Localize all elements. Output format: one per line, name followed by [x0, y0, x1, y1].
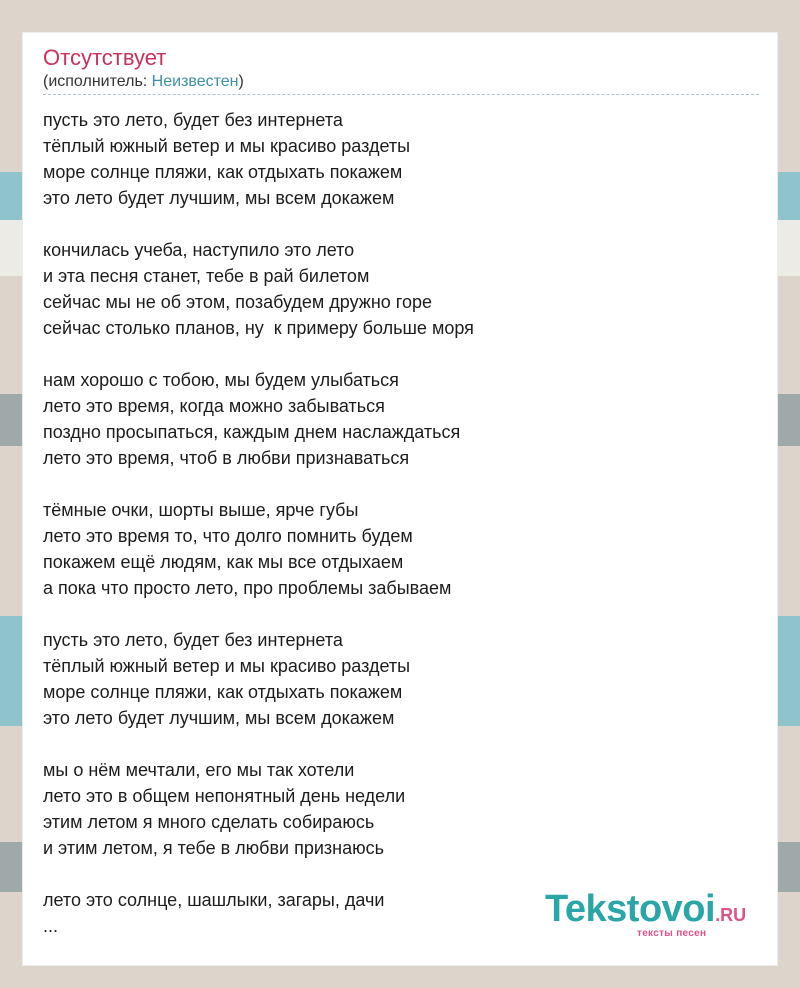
artist-prefix: (исполнитель: [43, 73, 152, 90]
logo-tld-text: .RU [715, 905, 747, 925]
lyrics-text: пусть это лето, будет без интернета тёплый южный ветер и мы красиво раздеты море солнце пляжи, как отдыхать покажем это лето будет лучшим, мы всем докажем кончилась учеба, наступило это лето и эта песня станет, тебе в рай билетом сейчас мы не об этом, позабудем дружно горе сейчас столько планов, ну к примеру больше моря нам хорошо с тобою, мы будем улыбаться лето это время, когда можно забываться поздно просыпаться, каждым днем наслаждаться лето это время, чтоб в любви признаваться тёмные очки, шорты выше, ярче губы лето это время то, что долго помнить будем покажем ещё людям, как мы все отдыхаем а пока что просто лето, про проблемы забываем пусть это лето, будет без интернета тёплый южный ветер и мы красиво раздеты море солнце пляжи, как отдыхать покажем это лето будет лучшим, мы всем докажем мы о нём мечтали, его мы так хотели лето это в общем непонятный день недели этим летом я много сделать собираюсь и этим летом, я тебе в любви признаюсь лето это солнце, шашлыки, загары, дачи ... [43, 110, 474, 936]
lyrics-card [22, 32, 778, 966]
artist-link[interactable]: Неизвестен [151, 73, 239, 90]
artist-line [43, 73, 244, 91]
dashed-divider [43, 94, 759, 95]
tekstovoi-logo[interactable] [545, 888, 747, 939]
artist-suffix: ) [238, 73, 244, 90]
logo-subtitle: тексты песен [637, 928, 707, 939]
song-title: Отсутствует [43, 45, 167, 70]
logo-main-text: Tekstovoi [545, 888, 716, 930]
